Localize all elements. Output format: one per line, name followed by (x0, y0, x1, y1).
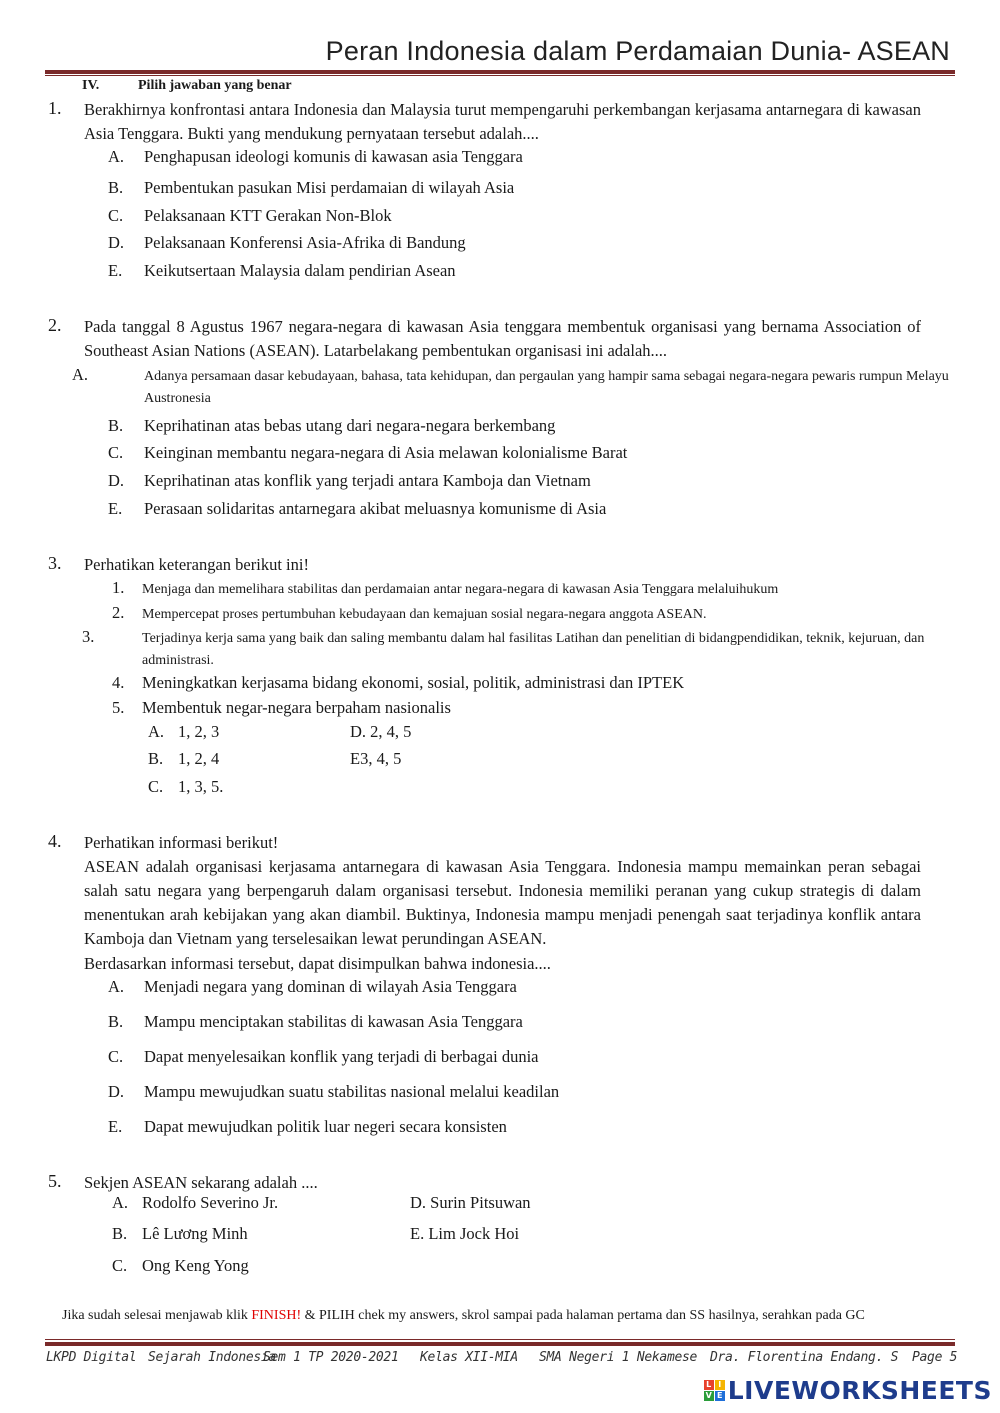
answer-option[interactable]: D. Surin Pitsuwan (410, 1193, 531, 1212)
question-number: 1. (48, 98, 62, 118)
finish-keyword: FINISH! (251, 1308, 302, 1323)
statement-item: 1. Menjaga dan memelihara stabilitas dan perdamaian antar negara-negara di kawasan Asia Tenggara melaluihukum (112, 578, 779, 597)
footer-class: Kelas XII-MIA (420, 1350, 518, 1365)
header-rule-thin (45, 75, 955, 76)
question-text: Sekjen ASEAN sekarang adalah .... (84, 1173, 318, 1192)
question-number: 2. (48, 315, 62, 335)
logo-tiles-icon: L I V E (704, 1380, 725, 1401)
answer-option[interactable]: E. Lim Jock Hoi (410, 1224, 520, 1243)
answer-option[interactable]: E3, 4, 5 (350, 749, 402, 768)
answer-option[interactable]: B. Pembentukan pasukan Misi perdamaian di wilayah Asia (108, 178, 515, 197)
answer-option[interactable]: B. Keprihatinan atas bebas utang dari negara-negara berkembang (108, 416, 556, 435)
statement-item: 3. Terjadinya kerja sama yang baik dan saling membantu dalam hal fasilitas Latihan dan penelitian di bidangpendidikan, teknik, kejuruan, dan administrasi. (82, 627, 925, 668)
question-number: 4. (48, 831, 62, 851)
answer-option[interactable]: E. Dapat mewujudkan politik luar negeri secara konsisten (108, 1117, 507, 1136)
answer-option[interactable]: E. Perasaan solidaritas antarnegara akibat meluasnya komunisme di Asia (108, 499, 607, 518)
question-intro: Perhatikan informasi berikut! (84, 833, 279, 852)
footer-school: SMA Negeri 1 Nekamese (539, 1350, 698, 1365)
answer-option[interactable]: B. Lê Lương Minh (112, 1224, 248, 1243)
section-number: IV. (82, 78, 100, 93)
footer-subject: Sejarah Indonesia (148, 1350, 276, 1365)
question-text: Perhatikan keterangan berikut ini! (84, 555, 309, 574)
footer-semester: Sem 1 TP 2020-2021 (263, 1350, 399, 1365)
answer-option[interactable]: C. Pelaksanaan KTT Gerakan Non-Blok (108, 206, 392, 225)
question-text: ASEAN adalah organisasi kerjasama antarnegara di kawasan Asia Tenggara. Indonesia mampu memainkan peran sebagai salah satu negara yang berpengaruh dalam organisasi tersebut. Indonesia memiliki peranan yang cukup strategis di dalam menentukan arah kebijakan yang akan diambil. Buktinya, Indonesia mampu menjadi penengah saat terjadinya konflik antara Kamboja dan Vietnam yang terselesaikan lewat perundingan ASEAN. (84, 857, 921, 948)
statement-item: 2. Mempercepat proses pertumbuhan kebudayaan dan kemajuan sosial negara-negara anggota ASEAN. (112, 603, 707, 622)
answer-option[interactable]: A. Penghapusan ideologi komunis di kawasan asia Tenggara (108, 147, 523, 166)
brand-name: LIVEWORKSHEETS (727, 1376, 992, 1405)
footer-rule-thin (45, 1339, 955, 1340)
answer-option[interactable]: C. 1, 3, 5. (148, 777, 224, 796)
instruction-note: Jika sudah selesai menjawab klik FINISH! & PILIH chek my answers, skrol sampai pada halaman pertama dan SS hasilnya, serahkan pada GC (62, 1308, 865, 1323)
footer-rule (45, 1342, 955, 1346)
answer-option[interactable]: C. Keinginan membantu negara-negara di Asia melawan kolonialisme Barat (108, 443, 628, 462)
answer-option[interactable]: B. 1, 2, 4 (148, 749, 220, 768)
answer-option[interactable]: D. Pelaksanaan Konferensi Asia-Afrika di Bandung (108, 233, 466, 252)
answer-option[interactable]: E. Keikutsertaan Malaysia dalam pendirian Asean (108, 261, 456, 280)
answer-option[interactable]: A. 1, 2, 3 (148, 722, 220, 741)
page-title: Peran Indonesia dalam Perdamaian Dunia- ASEAN (325, 36, 950, 66)
question-text: Berakhirnya konfrontasi antara Indonesia dan Malaysia turut mempengaruhi perkembangan kerjasama antarnegara di kawasan Asia Tenggara. Bukti yang mendukung pernyataan tersebut adalah.... (84, 100, 921, 143)
statement-item: 4. Meningkatkan kerjasama bidang ekonomi, sosial, politik, administrasi dan IPTEK (112, 673, 685, 692)
question-prompt: Berdasarkan informasi tersebut, dapat disimpulkan bahwa indonesia.... (84, 954, 551, 973)
footer-lkpd: LKPD Digital (46, 1350, 137, 1365)
liveworksheets-logo[interactable] (704, 1376, 992, 1405)
answer-option[interactable]: C. Ong Keng Yong (112, 1256, 249, 1275)
statement-item: 5. Membentuk negar-negara berpaham nasionalis (112, 698, 451, 717)
answer-option[interactable]: D. 2, 4, 5 (350, 722, 412, 741)
section-heading (82, 78, 292, 94)
section-instruction: Pilih jawaban yang benar (138, 78, 292, 93)
footer-page-number: Page 5 (912, 1350, 958, 1365)
answer-option[interactable]: A. Adanya persamaan dasar kebudayaan, bahasa, tata kehidupan, dan pergaulan yang hampir sama sebagai negara-negara pewaris rumpun Melayu Austronesia (72, 365, 949, 406)
header-rule (45, 70, 955, 74)
footer-author: Dra. Florentina Endang. S (710, 1350, 899, 1365)
answer-option[interactable]: D. Mampu mewujudkan suatu stabilitas nasional melalui keadilan (108, 1082, 560, 1101)
question-number: 3. (48, 553, 62, 573)
question-number: 5. (48, 1171, 62, 1191)
answer-option[interactable]: C. Dapat menyelesaikan konflik yang terjadi di berbagai dunia (108, 1047, 539, 1066)
question-text: Pada tanggal 8 Agustus 1967 negara-negara di kawasan Asia tenggara membentuk organisasi yang bernama Association of Southeast Asian Nations (ASEAN). Latarbelakang pembentukan organisasi ini adalah.... (84, 317, 921, 360)
answer-option[interactable]: D. Keprihatinan atas konflik yang terjadi antara Kamboja dan Vietnam (108, 471, 591, 490)
answer-option[interactable]: A. Rodolfo Severino Jr. (112, 1193, 279, 1212)
answer-option[interactable]: B. Mampu menciptakan stabilitas di kawasan Asia Tenggara (108, 1012, 523, 1031)
answer-option[interactable]: A. Menjadi negara yang dominan di wilayah Asia Tenggara (108, 977, 517, 996)
